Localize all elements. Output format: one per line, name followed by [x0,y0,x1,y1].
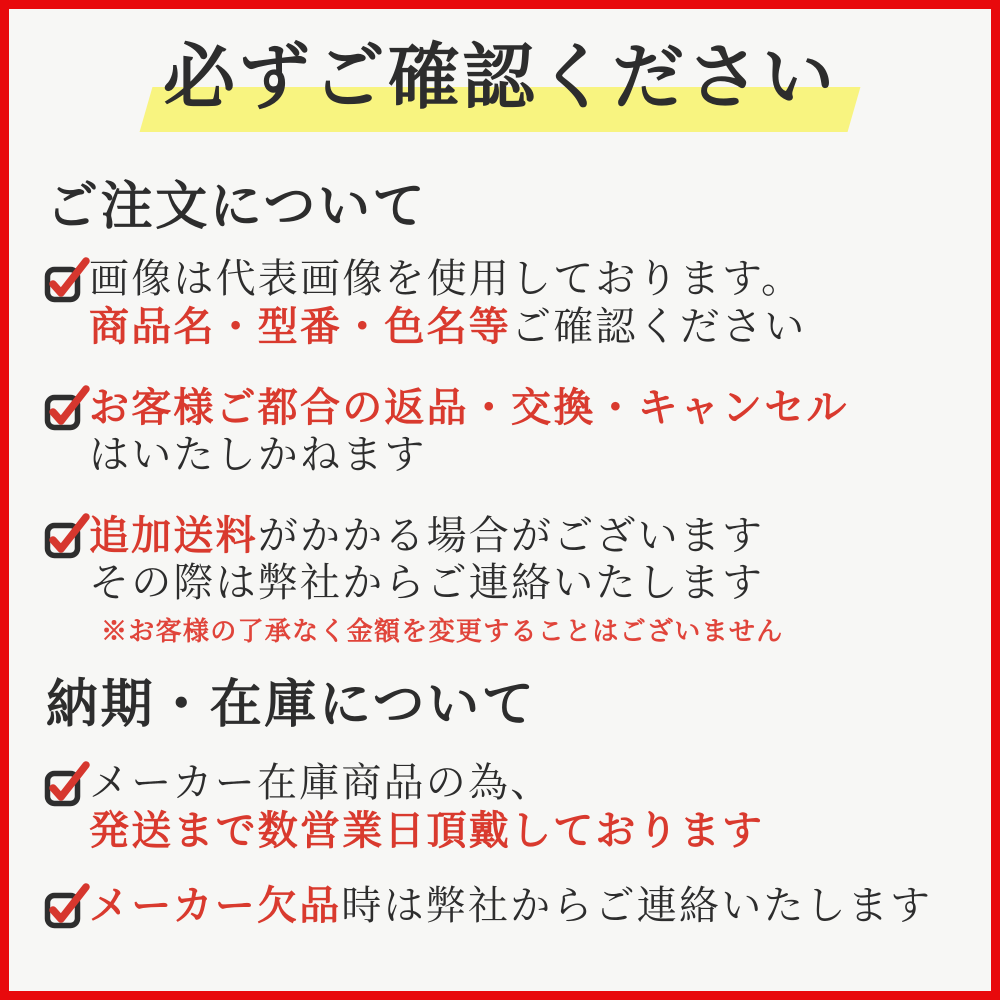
text-segment: がかかる場合がございます [257,513,765,559]
text-line [89,256,806,303]
notice-item [44,256,806,351]
item-text [84,512,784,648]
section-heading-order: ご注文について [46,176,428,237]
text-line [89,432,849,479]
notice-item [44,760,764,855]
item-text [84,384,849,479]
checked-checkbox-icon [44,263,84,303]
item-text [84,256,806,351]
text-segment: メーカー在庫商品の為、 [89,760,553,806]
notice-item [44,882,932,930]
notice-item [44,384,849,479]
text-line [89,760,764,807]
checked-checkbox-icon [44,519,84,559]
text-segment-red: 発送まで数営業日頂戴しております [89,807,765,854]
text-line [89,807,764,855]
text-segment: その際は弊社からご連絡いたします [89,560,765,606]
text-segment-red: 追加送料 [89,512,258,559]
checked-checkbox-icon [44,889,84,929]
text-segment: はいたしかねます [89,432,427,478]
checked-checkbox-icon [44,391,84,431]
text-line [89,384,849,432]
text-line [89,512,784,560]
text-segment-red: メーカー欠品 [89,882,342,929]
item-text [84,882,932,930]
text-segment: 時は弊社からご連絡いたします [341,883,933,929]
section-heading-stock: 納期・在庫について [46,674,537,735]
text-segment: 画像は代表画像を使用しております。 [89,256,804,302]
checked-checkbox-icon [44,767,84,807]
text-line [89,882,932,930]
text-segment: ご確認ください [511,304,807,350]
text-line [89,303,806,351]
text-segment-red: お客様ご都合の返品・交換・キャンセル [89,384,849,431]
item-text [84,760,764,855]
disclaimer-note: ※お客様の了承なく金額を変更することはございません [101,617,784,647]
page-title: 必ずご確認ください [163,34,837,119]
text-segment-red: 商品名・型番・色名等 [89,303,511,350]
notice-item [44,512,784,648]
text-line [89,560,784,607]
